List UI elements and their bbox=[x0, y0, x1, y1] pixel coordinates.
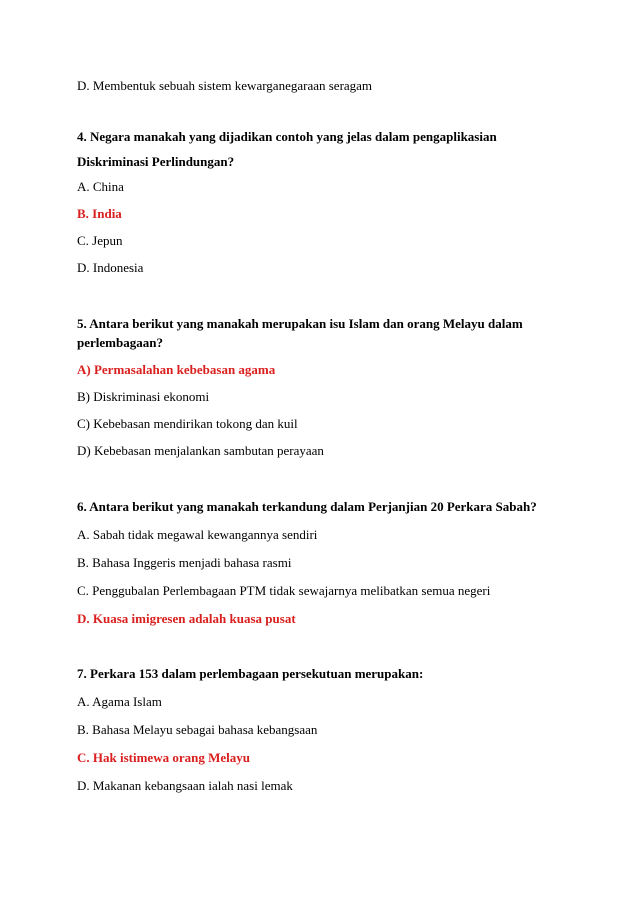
question-5-option-b: B) Diskriminasi ekonomi bbox=[77, 389, 210, 404]
question-6-option-a: A. Sabah tidak megawal kewangannya sendiri bbox=[77, 527, 318, 542]
question-7-option-d: D. Makanan kebangsaan ialah nasi lemak bbox=[77, 778, 293, 793]
question-4-text-line-1: 4. Negara manakah yang dijadikan contoh yang jelas dalam pengaplikasian bbox=[77, 129, 497, 144]
question-4-option-d: D. Indonesia bbox=[77, 260, 144, 275]
question-4-option-c: C. Jepun bbox=[77, 233, 123, 248]
question-4-text-line-2: Diskriminasi Perlindungan? bbox=[77, 154, 235, 169]
previous-question-option-d: D. Membentuk sebuah sistem kewarganegaraan seragam bbox=[77, 78, 373, 93]
question-4-option-b-correct: B. India bbox=[77, 206, 122, 221]
question-7-option-c-correct: C. Hak istimewa orang Melayu bbox=[77, 750, 250, 765]
question-4-option-a: A. China bbox=[77, 179, 124, 194]
question-6-option-b: B. Bahasa Inggeris menjadi bahasa rasmi bbox=[77, 555, 292, 570]
question-6-option-c: C. Penggubalan Perlembagaan PTM tidak sewajarnya melibatkan semua negeri bbox=[77, 583, 491, 598]
question-7-text-line-1: 7. Perkara 153 dalam perlembagaan persekutuan merupakan: bbox=[77, 666, 424, 681]
question-5-option-c: C) Kebebasan mendirikan tokong dan kuil bbox=[77, 416, 298, 431]
question-5-option-a-correct: A) Permasalahan kebebasan agama bbox=[77, 362, 276, 377]
question-7-option-a: A. Agama Islam bbox=[77, 694, 162, 709]
question-7-option-b: B. Bahasa Melayu sebagai bahasa kebangsaan bbox=[77, 722, 318, 737]
question-5-text-line-1: 5. Antara berikut yang manakah merupakan isu Islam dan orang Melayu dalam bbox=[77, 316, 523, 331]
question-6-text-line-1: 6. Antara berikut yang manakah terkandung dalam Perjanjian 20 Perkara Sabah? bbox=[77, 499, 537, 514]
question-5-text-line-2: perlembagaan? bbox=[77, 335, 163, 350]
question-5-option-d: D) Kebebasan menjalankan sambutan perayaan bbox=[77, 443, 324, 458]
question-6-option-d-correct: D. Kuasa imigresen adalah kuasa pusat bbox=[77, 611, 296, 626]
